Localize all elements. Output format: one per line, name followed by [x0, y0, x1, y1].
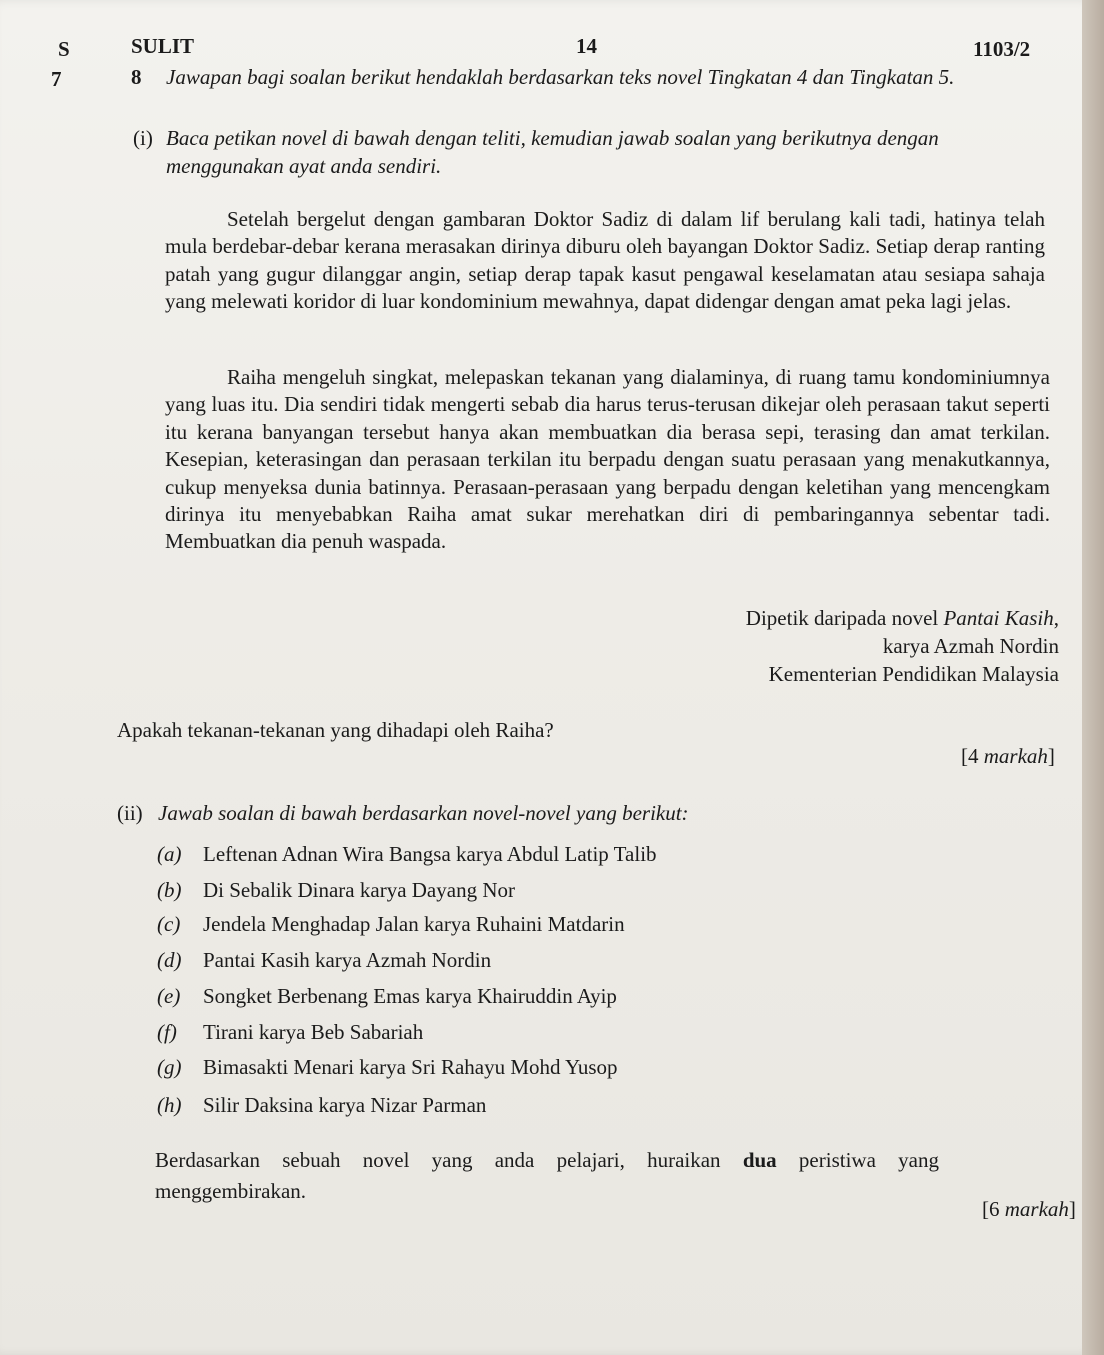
- novel-item: [157, 878, 515, 903]
- question-bold-word: dua: [742, 1148, 777, 1172]
- novel-letter: (f): [157, 1020, 177, 1044]
- marks-open: [4: [961, 744, 984, 768]
- passage-paragraph-2: [165, 364, 1050, 556]
- part-i-marks: [961, 744, 1055, 769]
- novel-title: Bimasakti Menari karya Sri Rahayu Mohd Yusop: [203, 1055, 618, 1079]
- part-i-question: Apakah tekanan-tekanan yang dihadapi oleh Raiha?: [117, 718, 554, 742]
- novel-title: Pantai Kasih karya Azmah Nordin: [203, 948, 492, 972]
- part-ii-label: (ii): [117, 801, 143, 825]
- novel-title: Songket Berbenang Emas karya Khairuddin Ayip: [203, 984, 617, 1008]
- novel-title: Jendela Menghadap Jalan karya Ruhaini Matdarin: [203, 912, 625, 936]
- novel-letter: (a): [157, 842, 182, 866]
- novel-letter: (e): [157, 984, 181, 1008]
- citation-novel-title: Pantai Kasih: [943, 606, 1054, 630]
- part-ii-question-line1: [155, 1148, 1083, 1173]
- citation-line2: karya Azmah Nordin: [882, 634, 1059, 658]
- novel-letter: (h): [157, 1093, 182, 1117]
- question-number: 8: [131, 65, 142, 89]
- citation-prefix: Dipetik daripada novel: [745, 606, 944, 630]
- novel-item: [157, 984, 617, 1009]
- passage-paragraph-2-text: Raiha mengeluh singkat, melepaskan tekanan yang dialaminya, di ruang tamu kondominiumnya yang luas itu. Dia sendiri tidak mengerti sebab dia harus terus-terusan dikejar oleh perasaan takut seperti itu kerana banyangan tersebut hanya akan membuatkan dia berasa sepi, terasing dan amat terkilan. Kesepian, keterasingan dan perasaan terkilan itu berpadu dengan suatu perasaan yang menakutkannya, cukup menyeksa dunia batinnya. Perasaan-perasaan yang berpadu dengan keletihan yang mencengkam dirinya itu menyebabkan Raiha amat sukar merehatkan diri di pembaringannya sebentar tadi. Membuatkan dia penuh waspada.: [165, 365, 1050, 554]
- novel-item: [157, 1020, 423, 1045]
- margin-number: 7: [51, 67, 62, 91]
- part-ii-marks: [982, 1197, 1076, 1222]
- marks-close: ]: [1047, 744, 1055, 768]
- page-number: 14: [576, 34, 597, 58]
- question-post: peristiwa yang: [776, 1148, 939, 1172]
- passage-paragraph-1: [165, 206, 1045, 316]
- novel-letter: (b): [157, 878, 182, 902]
- part-ii-question-line1-text: [155, 1148, 939, 1173]
- novel-item: [157, 842, 657, 867]
- part-i-instruction-line2: menggunakan ayat anda sendiri.: [166, 154, 442, 178]
- novel-item: [157, 1093, 486, 1118]
- citation-comma: ,: [1053, 606, 1059, 630]
- novel-title: Leftenan Adnan Wira Bangsa karya Abdul Latip Talib: [203, 842, 657, 866]
- question-pre: Berdasarkan sebuah novel yang anda pelajari, huraikan: [155, 1148, 743, 1172]
- novel-item: [157, 1055, 618, 1080]
- page-edge: [1082, 0, 1104, 1355]
- novel-letter: (d): [157, 948, 182, 972]
- sulit-label: SULIT: [131, 34, 195, 58]
- novel-item: [157, 948, 491, 973]
- paper-code: 1103/2: [973, 37, 1031, 61]
- citation-line1: [746, 604, 1059, 632]
- citation-line3: Kementerian Pendidikan Malaysia: [768, 662, 1059, 686]
- novel-letter: (g): [157, 1055, 182, 1079]
- margin-mark: S: [58, 37, 70, 61]
- novel-letter: (c): [157, 912, 181, 936]
- marks-close: ]: [1068, 1197, 1076, 1221]
- marks-word: markah: [1004, 1197, 1069, 1221]
- novel-title: Tirani karya Beb Sabariah: [203, 1020, 424, 1044]
- novel-item: [157, 912, 625, 937]
- part-i-label: (i): [133, 126, 153, 150]
- passage-paragraph-1-text: Setelah bergelut dengan gambaran Doktor Sadiz di dalam lif berulang kali tadi, hatinya telah mula berdebar-debar kerana merasakan dirinya diburu oleh bayangan Doktor Sadiz. Setiap derap ranting patah yang gugur dilanggar angin, setiap derap tapak kasut pengawal keselamatan atau sesiapa sahaja yang melewati koridor di luar kondominium mewahnya, dapat didengar dengan amat peka lagi jelas.: [165, 207, 1045, 314]
- part-ii-question-line2: menggembirakan.: [155, 1179, 307, 1203]
- part-ii-instruction: Jawab soalan di bawah berdasarkan novel-novel yang berikut:: [158, 801, 689, 825]
- question-instruction: Jawapan bagi soalan berikut hendaklah berdasarkan teks novel Tingkatan 4 dan Tingkatan 5.: [166, 65, 955, 89]
- novel-title: Silir Daksina karya Nizar Parman: [203, 1093, 487, 1117]
- citation: [746, 604, 1059, 688]
- marks-word: markah: [983, 744, 1048, 768]
- part-i-instruction-line1: Baca petikan novel di bawah dengan teliti, kemudian jawab soalan yang berikutnya dengan: [166, 126, 939, 150]
- marks-open: [6: [982, 1197, 1005, 1221]
- novel-title: Di Sebalik Dinara karya Dayang Nor: [203, 878, 515, 902]
